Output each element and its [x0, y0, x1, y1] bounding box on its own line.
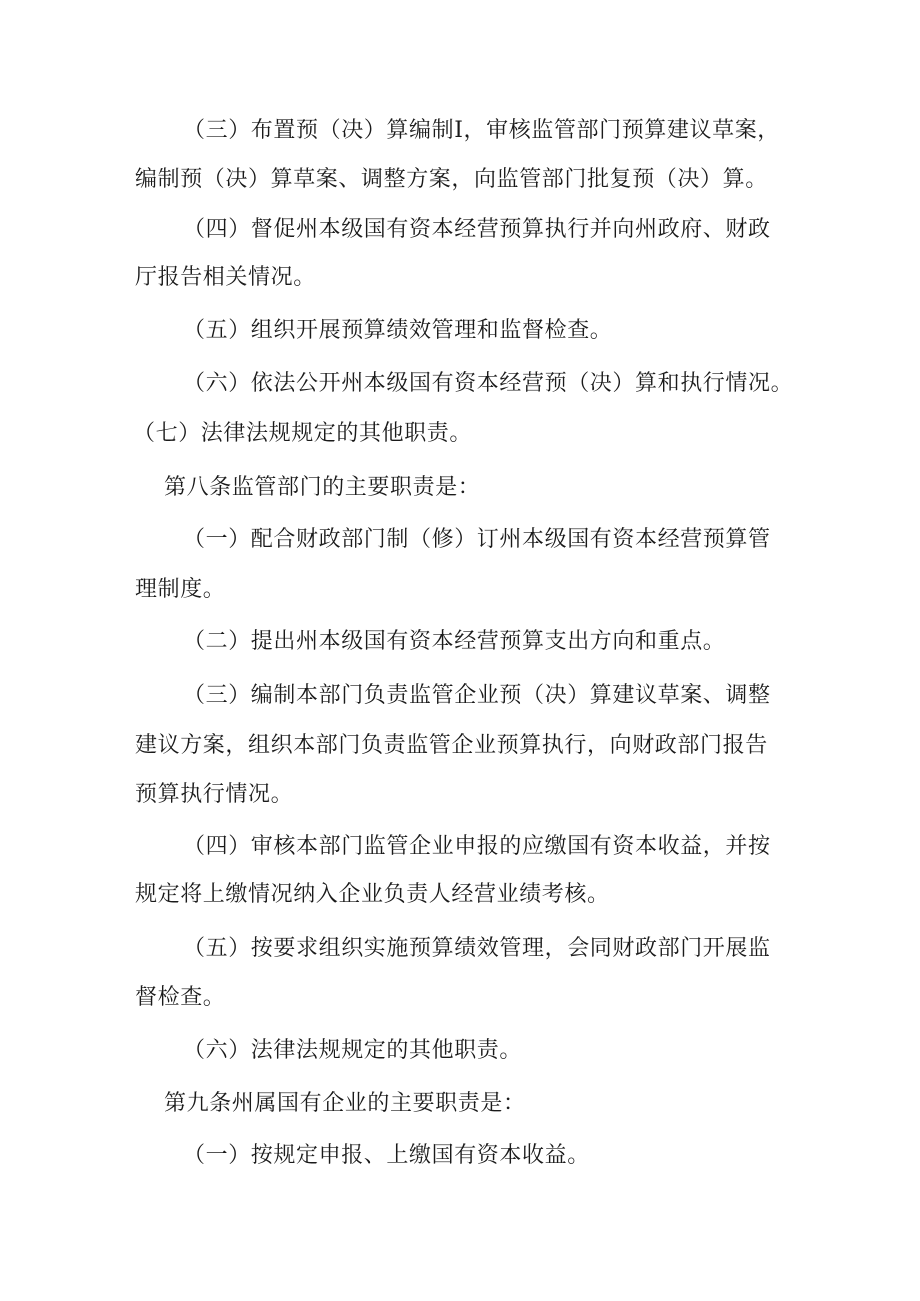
text-line: （四）审核本部门监管企业申报的应缴国有资本收益，并按	[183, 834, 771, 859]
text-line: 编制预（决）算草案、调整方案，向监管部门批复预（决）算。	[135, 167, 768, 192]
text-line: （七）法律法规规定的其他职责。	[133, 421, 473, 446]
section-heading: 第八条监管部门的主要职责是：	[164, 475, 481, 500]
text-line: （四）督促州本级国有资本经营预算执行并向州政府、财政	[183, 217, 771, 242]
text-line: （一）按规定申报、上缴国有资本收益。	[183, 1143, 590, 1168]
text-line: （六）依法公开州本级国有资本经营预（决）算和执行情况。	[183, 371, 794, 396]
text-line: （五）按要求组织实施预算绩效管理，会同财政部门开展监	[183, 936, 771, 961]
text-line: 督检查。	[135, 985, 226, 1010]
section-heading: 第九条州属国有企业的主要职责是：	[164, 1091, 526, 1116]
text-line: 理制度。	[135, 577, 226, 602]
text-line: （六）法律法规规定的其他职责。	[183, 1038, 523, 1063]
text-line: 规定将上缴情况纳入企业负责人经营业绩考核。	[135, 882, 610, 907]
text-line: 预算执行情况。	[135, 782, 294, 807]
text-line: 厅报告相关情况。	[135, 265, 316, 290]
text-line: （五）组织开展预算绩效管理和监督检查。	[183, 318, 613, 343]
text-line: （三）布置预（决）算编制Ⅰ，审核监管部门预算建议草案，	[183, 118, 780, 143]
text-line: 建议方案，组织本部门负责监管企业预算执行，向财政部门报告	[135, 733, 768, 758]
text-line: （一）配合财政部门制（修）订州本级国有资本经营预算管	[183, 527, 771, 552]
text-line: （三）编制本部门负责监管企业预（决）算建议草案、调整	[183, 683, 771, 708]
text-line: （二）提出州本级国有资本经营预算支出方向和重点。	[183, 629, 726, 654]
